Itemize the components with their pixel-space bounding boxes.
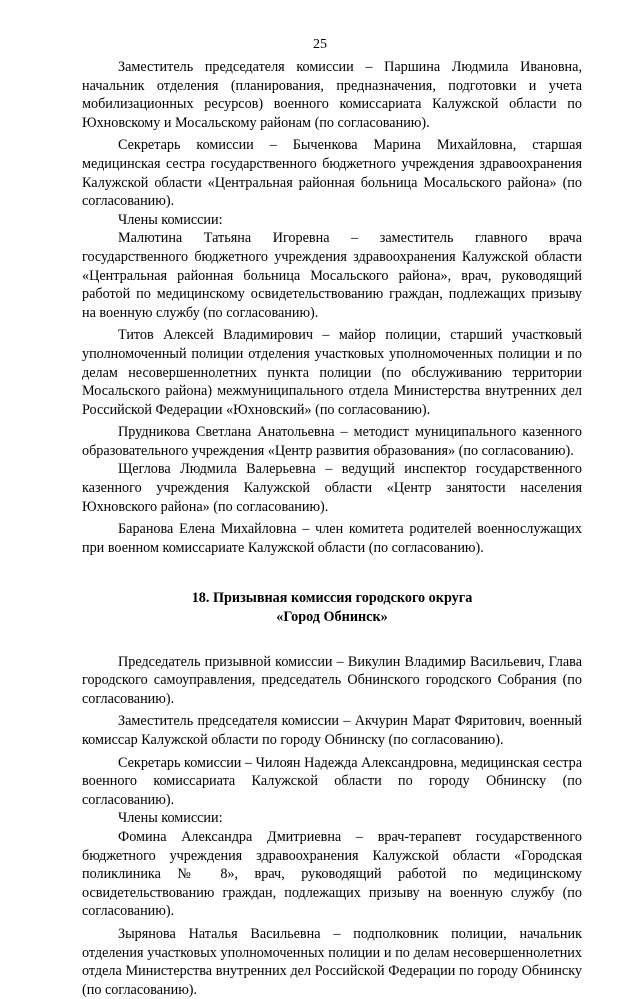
paragraph-members-label-2: Члены комиссии: [118,810,223,827]
paragraph-chair-vikulin: Председатель призывной комиссии – Викулин Владимир Васильевич, Глава городского самоуправления, председатель Обнинского городского Собрания (по согласованию). [82,653,582,707]
section-heading [82,589,582,626]
page-number: 25 [313,37,327,52]
paragraph-member-malyutina: Малютина Татьяна Игоревна – заместитель главного врача государственного бюджетного учреждения здравоохранения Калужской области «Центральная районная больница Мосальского района», врач, руководящий работой по медицинскому освидетельствованию граждан, подлежащих призыву на военную службу (по согласованию). [82,230,582,321]
paragraph-deputy-chair-parshina: Заместитель председателя комиссии – Паршина Людмила Ивановна, начальник отделения (планирования, предназначения, подготовки и учета мобилизационных ресурсов) военного комиссариата Калужской области по Юхновскому и Мосальскому районам (по согласованию). [82,59,582,131]
section-heading-line2: «Город Обнинск» [276,609,388,626]
paragraph-member-prudnikova: Прудникова Светлана Анатольевна – методист муниципального казенного образовательного учреждения «Центр развития образования» (по согласованию). [82,424,582,459]
paragraph-secretary-bychenkova: Секретарь комиссии – Быченкова Марина Михайловна, старшая медицинская сестра государственного бюджетного учреждения здравоохранения Калужской области «Центральная районная больница Мосальского района» (по согласованию). [82,137,582,210]
paragraph-deputy-chair-akchurin: Заместитель председателя комиссии – Акчурин Марат Фяритович, военный комиссар Калужской области по городу Обнинску (по согласованию). [82,713,582,748]
paragraph-member-zyryanova: Зырянова Наталья Васильевна – подполковник полиции, начальник отделения участковых уполномоченных полиции и по делам несовершеннолетних отдела Министерства внутренних дел Российской Федерации по городу Обнинску (по согласованию). [82,925,582,998]
paragraph-members-label: Члены комиссии: [118,211,223,228]
paragraph-member-fomina: Фомина Александра Дмитриевна – врач-терапевт государственного бюджетного учреждения здравоохранения Калужской области «Городская поликлиника № 8», врач, руководящий работой по медицинскому освидетельствованию граждан, подлежащих призыву на военную службу (по согласованию). [82,828,582,920]
document-body [82,58,582,999]
paragraph-member-shcheglova: Щеглова Людмила Валерьевна – ведущий инспектор государственного казенного учреждения Калужской области «Центр занятости населения Юхновского района» (по согласованию). [82,461,582,515]
paragraph-member-titov: Титов Алексей Владимирович – майор полиции, старший участковый уполномоченный полиции отделения участковых уполномоченных полиции и по делам несовершеннолетних пункта полиции (по обслуживанию территории Мосальского района) межмуниципального отдела Министерства внутренних дел Российской Федерации «Юхновский» (по согласованию). [82,327,582,418]
section-heading-line1: 18. Призывная комиссия городского округа [191,590,473,607]
paragraph-member-baranova: Баранова Елена Михайловна – член комитета родителей военнослужащих при военном комиссариате Калужской области (по согласованию). [82,521,582,556]
paragraph-secretary-chiloyan: Секретарь комиссии – Чилоян Надежда Александровна, медицинская сестра военного комиссариата Калужской области по городу Обнинску (по согласованию). [82,754,582,808]
